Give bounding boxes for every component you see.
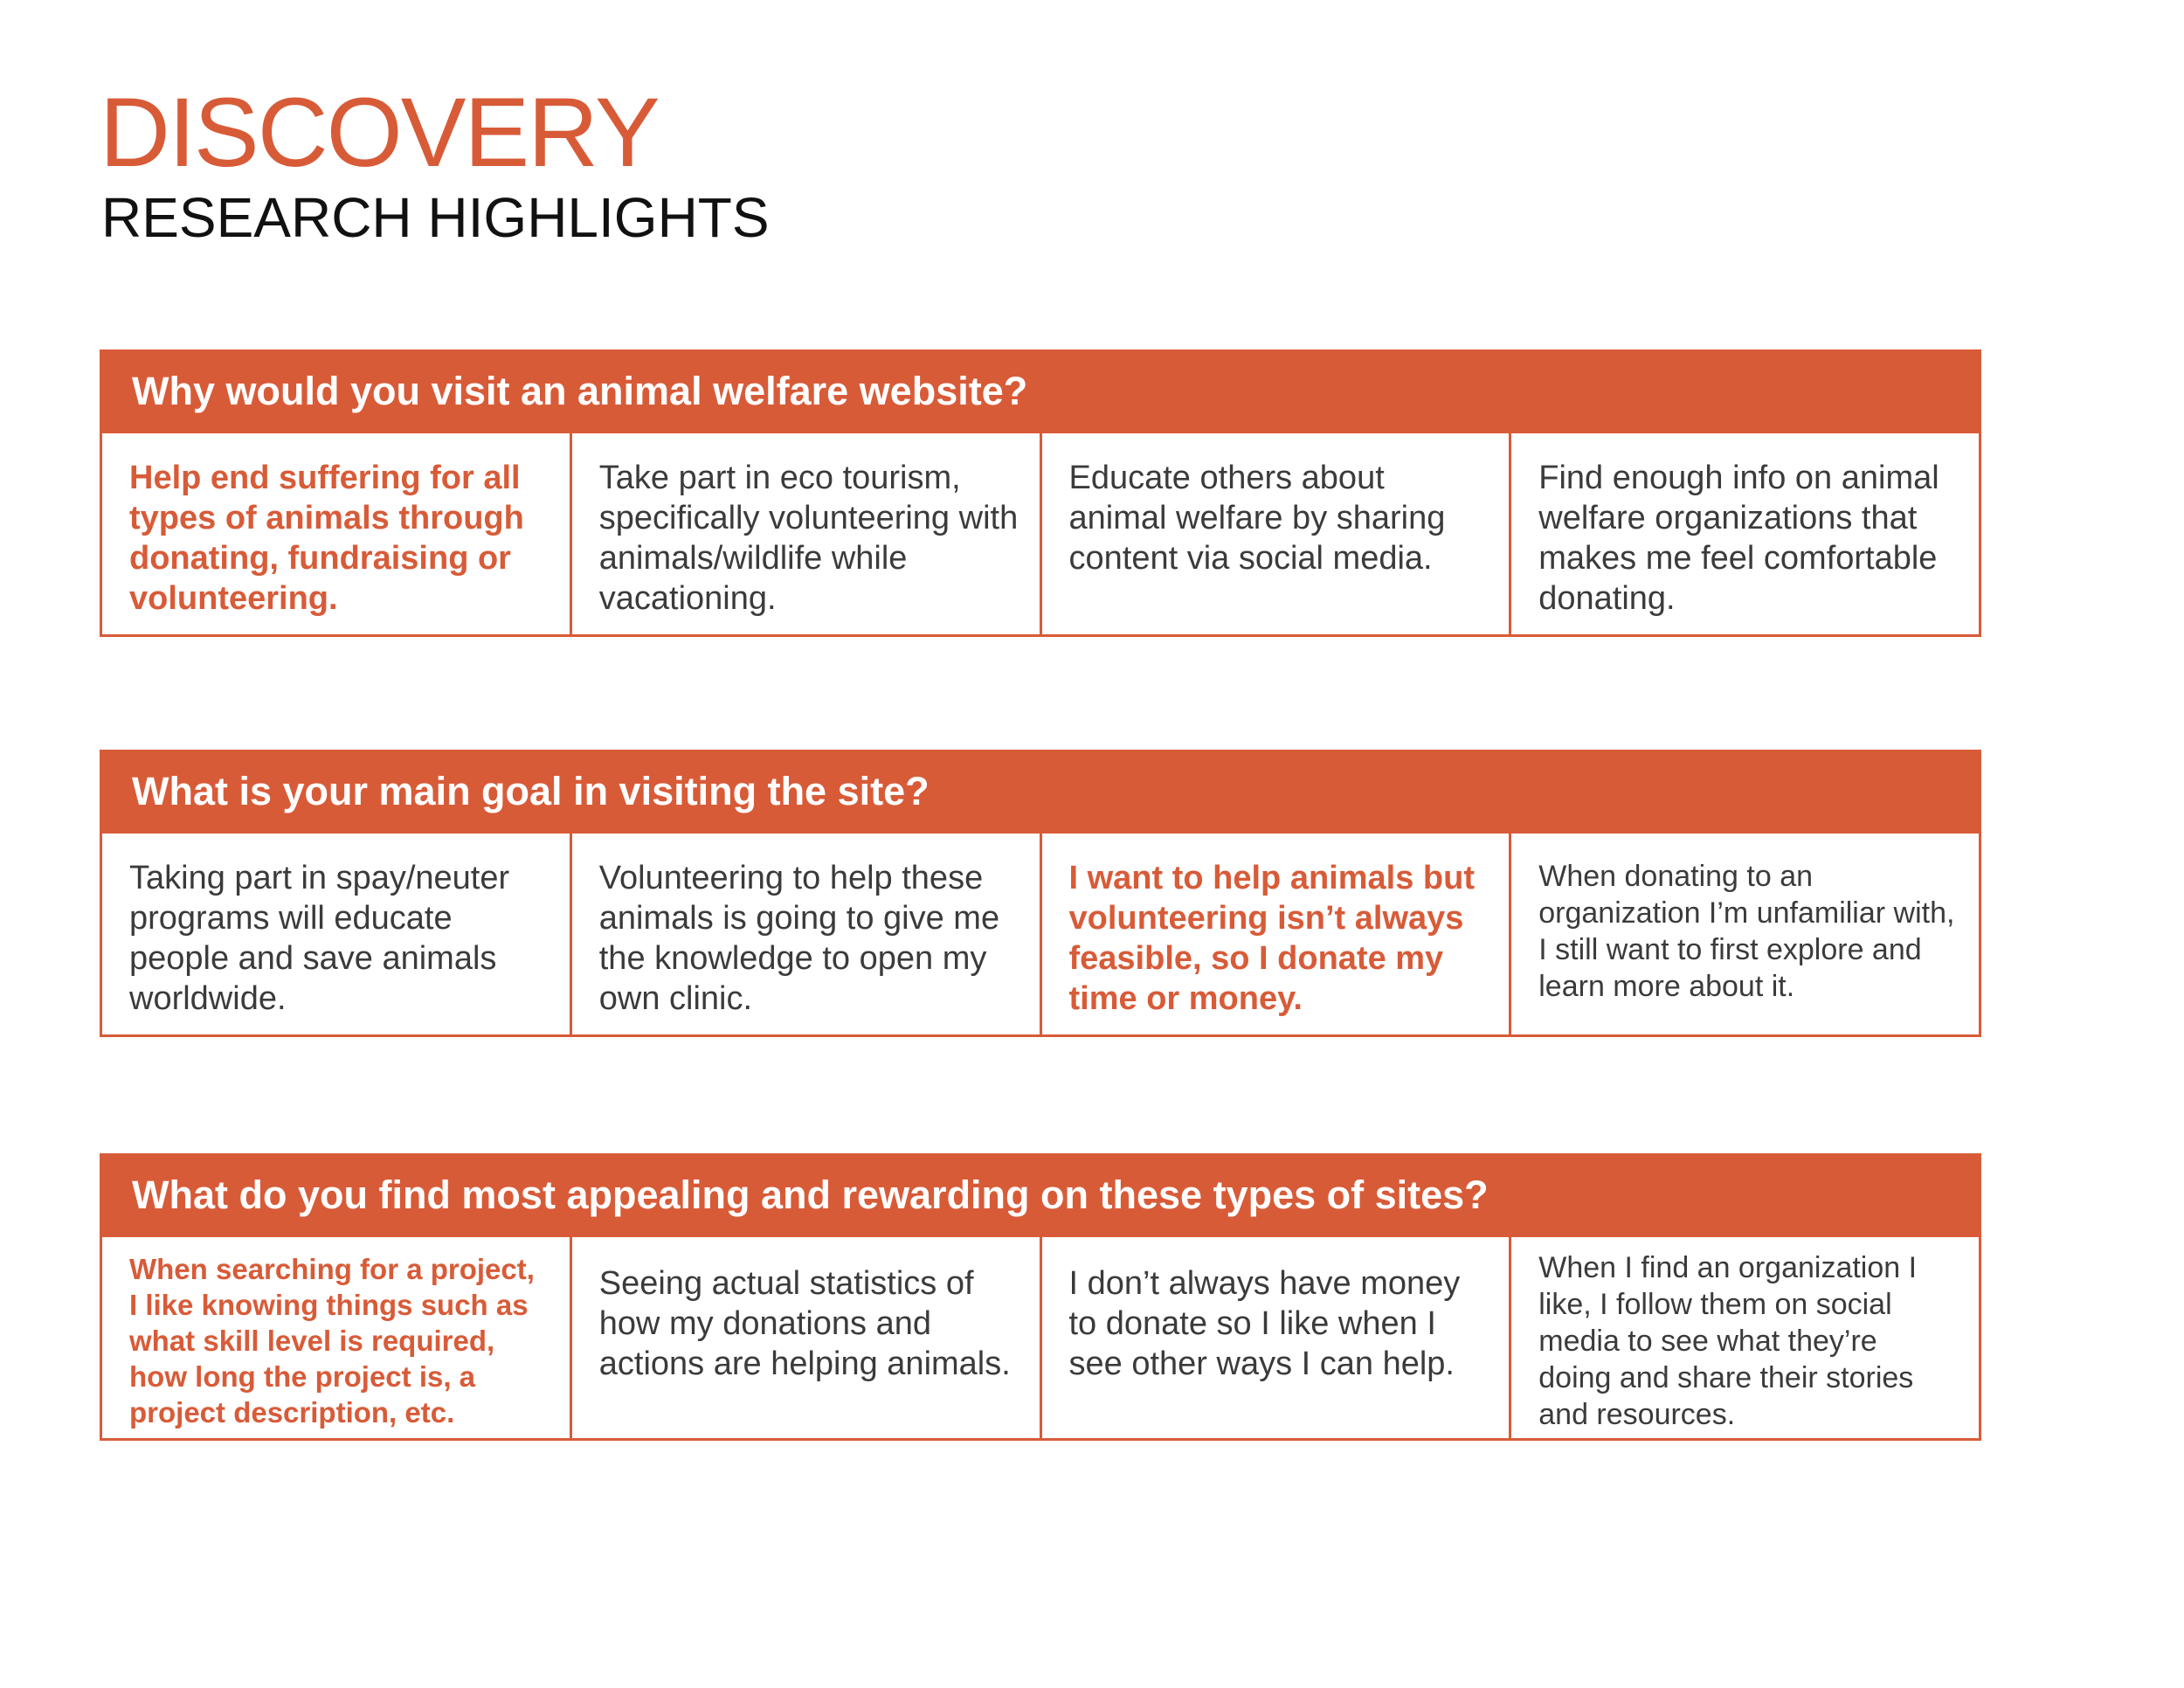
answer-cell: Help end suffering for all types of animals through donating, fundraising or volunteering.	[102, 433, 572, 634]
page-subtitle: RESEARCH HIGHLIGHTS	[101, 186, 770, 249]
question-section-3	[100, 1153, 1981, 1441]
answer-cell: When I find an organization I like, I follow them on social media to see what they’re doing and share their stories and resources.	[1511, 1237, 1981, 1438]
answer-cell: Take part in eco tourism, specifically volunteering with animals/wildlife while vacationing.	[572, 433, 1042, 634]
answer-cell: Taking part in spay/neuter programs will educate people and save animals worldwide.	[102, 834, 572, 1034]
answer-cell: Educate others about animal welfare by sharing content via social media.	[1042, 433, 1512, 634]
question-section-1	[100, 349, 1981, 637]
answer-cell: Seeing actual statistics of how my donations and actions are helping animals.	[572, 1237, 1042, 1438]
question-section-2	[100, 750, 1981, 1037]
answer-cell: I want to help animals but volunteering isn’t always feasible, so I donate my time or money.	[1042, 834, 1512, 1034]
answer-row-3	[100, 1237, 1981, 1441]
answer-row-1	[100, 433, 1981, 637]
answer-cell: Volunteering to help these animals is going to give me the knowledge to open my own clinic.	[572, 834, 1042, 1034]
question-header-2: What is your main goal in visiting the site?	[100, 750, 1981, 834]
question-header-3: What do you find most appealing and rewarding on these types of sites?	[100, 1153, 1981, 1237]
answer-cell: I don’t always have money to donate so I like when I see other ways I can help.	[1042, 1237, 1512, 1438]
answer-row-2	[100, 834, 1981, 1037]
answer-cell: When donating to an organization I’m unfamiliar with, I still want to first explore and learn more about it.	[1511, 834, 1981, 1034]
question-header-1: Why would you visit an animal welfare website?	[100, 349, 1981, 433]
page-title: DISCOVERY	[100, 78, 659, 187]
answer-cell: When searching for a project, I like knowing things such as what skill level is required, how long the project is, a project description, etc.	[102, 1237, 572, 1438]
answer-cell: Find enough info on animal welfare organizations that makes me feel comfortable donating.	[1511, 433, 1981, 634]
